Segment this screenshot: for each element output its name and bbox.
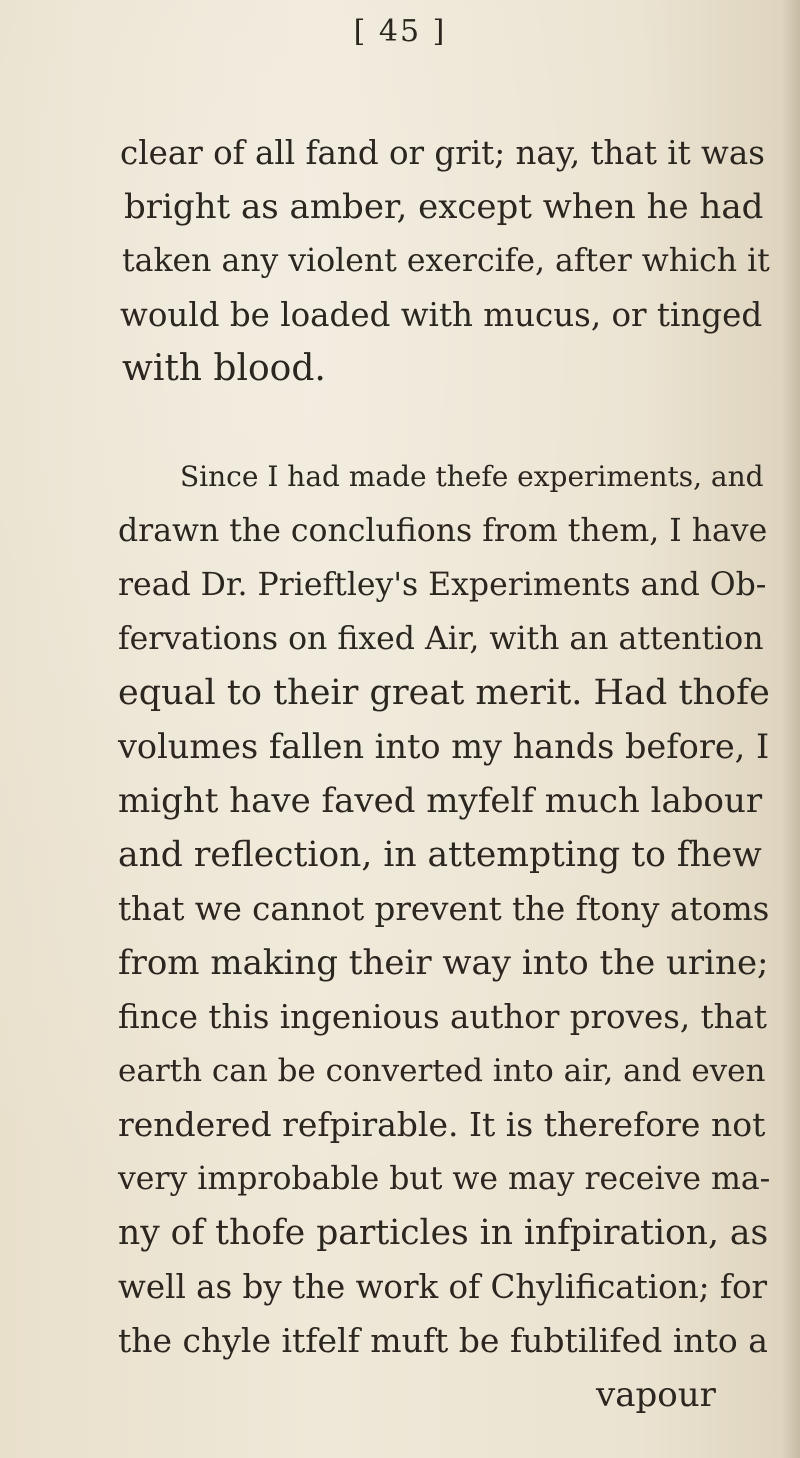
text-line: from making their way into the urine; <box>118 943 769 983</box>
text-line: fince this ingenious author proves, that <box>118 998 767 1036</box>
text-line: bright as amber, except when he had <box>124 187 764 227</box>
text-line: very improbable but we may receive ma- <box>118 1161 771 1197</box>
text-line: read Dr. Prieftley's Experiments and Ob- <box>118 567 767 603</box>
text-line: taken any violent exercife, after which it <box>122 243 770 279</box>
catchword: vapour <box>596 1375 716 1415</box>
page-edge-shadow <box>782 0 800 1458</box>
text-line: ny of thofe particles in infpiration, as <box>118 1213 769 1253</box>
text-line: would be loaded with mucus, or tinged <box>120 296 763 334</box>
text-line: clear of all fand or grit; nay, that it was <box>120 134 765 172</box>
text-line: with blood. <box>122 348 326 389</box>
text-line: fervations on fixed Air, with an attention <box>118 621 764 657</box>
text-line: that we cannot prevent the ftony atoms <box>118 890 770 928</box>
text-line: volumes fallen into my hands before, I <box>118 727 770 766</box>
text-line: Since I had made thefe experiments, and <box>180 460 764 493</box>
text-line: might have faved myfelf much labour <box>118 781 763 821</box>
page-number: [ 45 ] <box>353 14 447 49</box>
text-line: drawn the conclufions from them, I have <box>118 513 768 549</box>
text-line: rendered refpirable. It is therefore not <box>118 1105 766 1144</box>
text-line: the chyle itfelf muft be fubtilifed into a <box>118 1321 768 1360</box>
text-line: equal to their great merit. Had thofe <box>118 673 770 713</box>
text-line: well as by the work of Chylification; for <box>118 1268 768 1306</box>
text-line: earth can be converted into air, and even <box>118 1053 766 1089</box>
text-line: and reflection, in attempting to fhew <box>118 835 762 875</box>
